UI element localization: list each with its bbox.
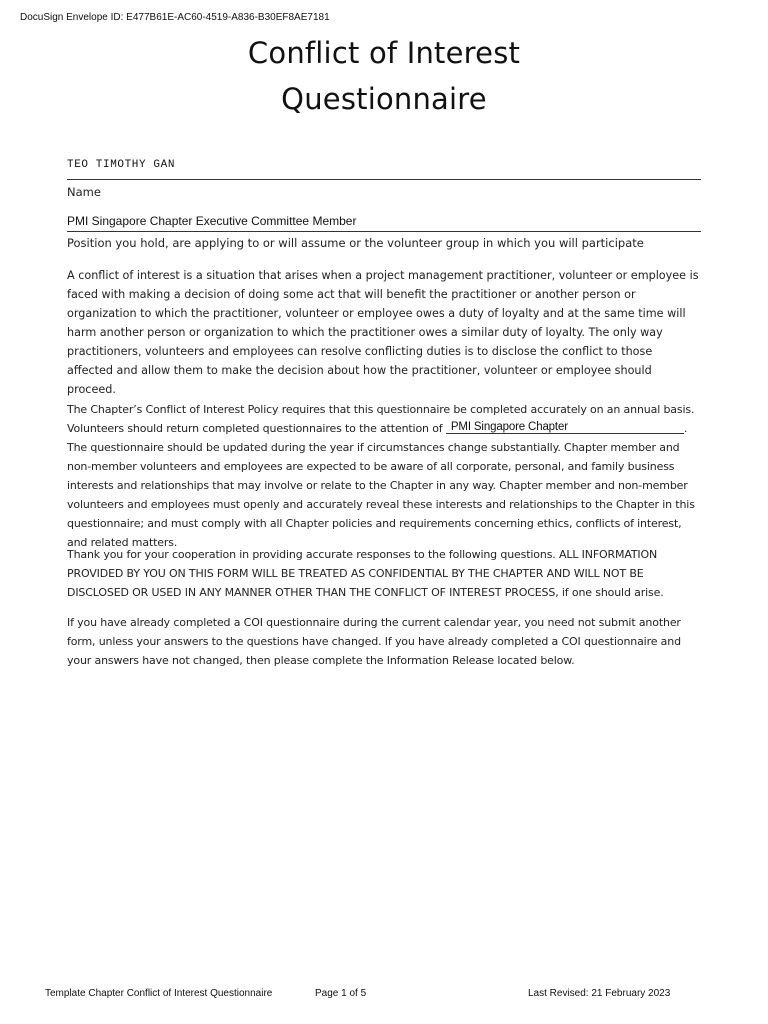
attention-field[interactable]: PMI Singapore Chapter <box>446 421 684 434</box>
docusign-envelope-id: DocuSign Envelope ID: E477B61E-AC60-4519-A836-B30EF8AE7181 <box>20 12 330 23</box>
name-field-value[interactable]: TEO TIMOTHY GAN <box>67 159 176 171</box>
name-field-label: Name <box>67 185 101 199</box>
document-title-line-2: Questionnaire <box>281 82 487 116</box>
policy-text-after: . The questionnaire should be updated during the year if circumstances change substantially. Chapter member and non-member volunteers and employees are expected to be aware of all corporate, personal, and family business interests and relationships that may involve or relate to the Chapter in any way. Chapter member and non-member volunteers and employees must openly and accurately reveal these interests and relationships to the Chapter in this questionnaire; and must comply with all Chapter policies and requirements concerning ethics, conflicts of interest, and related matters. <box>67 422 695 549</box>
policy-paragraph <box>67 400 701 552</box>
already-completed-paragraph: If you have already completed a COI questionnaire during the current calendar year, you need not submit another form, unless your answers to the questions have changed. If you have already completed a COI questionnaire and your answers have not changed, then please complete the Information Release located below. <box>67 616 681 667</box>
position-field-label: Position you hold, are applying to or will assume or the volunteer group in which you will participate <box>67 236 644 250</box>
confidentiality-paragraph: Thank you for your cooperation in providing accurate responses to the following questions. ALL INFORMATION PROVIDED BY YOU ON THIS FORM WILL BE TREATED AS CONFIDENTIAL BY THE CHAPTER AND WILL NOT BE DISCLOSED OR USED IN ANY MANNER OTHER THAN THE CONFLICT OF INTEREST PROCESS, if one should arise. <box>67 548 664 599</box>
position-field-value[interactable]: PMI Singapore Chapter Executive Committee Member <box>67 214 357 228</box>
footer-page-number: Page 1 of 5 <box>315 988 367 999</box>
name-field-underline <box>67 179 701 180</box>
position-field-underline <box>67 231 701 232</box>
conflict-definition-paragraph: A conflict of interest is a situation that arises when a project management practitioner, volunteer or employee is faced with making a decision of doing some act that will benefit the practitioner or another person or organization to which the practitioner, volunteer or employee owes a duty of loyalty and at the same time will harm another person or organization to which the practitioner owes a similar duty of loyalty. The only way practitioners, volunteers and employees can resolve conflicting duties is to disclose the conflict to those affected and allow them to make the decision about how the practitioner, volunteer or employee should proceed. <box>67 269 699 396</box>
footer-last-revised: Last Revised: 21 February 2023 <box>528 988 671 999</box>
policy-text-before: The Chapter’s Conflict of Interest Policy requires that this questionnaire be completed accurately on an annual basis. Volunteers should return completed questionnaires to the attention of <box>67 403 695 435</box>
document-title-line-1: Conflict of Interest <box>247 36 521 70</box>
footer-template-name: Template Chapter Conflict of Interest Questionnaire <box>45 988 273 999</box>
